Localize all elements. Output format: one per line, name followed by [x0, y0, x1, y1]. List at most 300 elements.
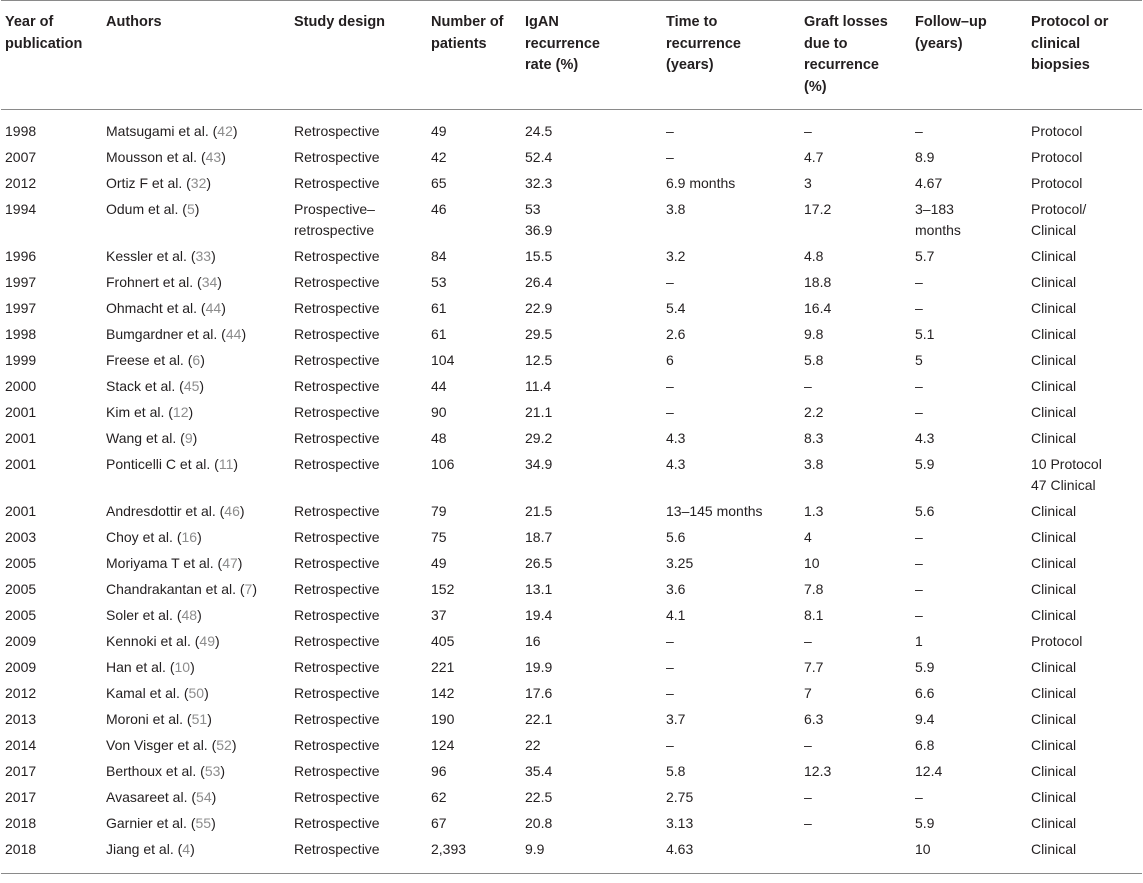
- recurrence-rate-cell: 35.4: [525, 763, 553, 779]
- table-row: [1, 550, 1142, 576]
- reference-link[interactable]: 49: [199, 633, 215, 649]
- author-cell: Chandrakantan et al. (7): [106, 581, 258, 597]
- study-design-cell: Retrospective: [294, 430, 380, 446]
- biopsy-type-cell: Clinical: [1031, 737, 1077, 753]
- time-to-recurrence-cell: –: [666, 659, 674, 675]
- biopsy-type-cell: Clinical: [1031, 503, 1077, 519]
- year-cell: 2018: [5, 841, 37, 857]
- graft-losses-cell: 3: [804, 175, 812, 191]
- year-cell: 2013: [5, 711, 37, 727]
- graft-losses-cell: 12.3: [804, 763, 832, 779]
- reference-link[interactable]: 55: [195, 815, 212, 831]
- study-design-cell: Retrospective: [294, 300, 380, 316]
- recurrence-rate-cell: 52.4: [525, 149, 553, 165]
- table-row: [1, 295, 1142, 321]
- author-name: Mousson et al.: [106, 149, 198, 165]
- author-cell: Choy et al. (16): [106, 529, 202, 545]
- year-cell: 1999: [5, 352, 37, 368]
- author-cell: Ortiz F et al. (32): [106, 175, 212, 191]
- follow-up-cell: 12.4: [915, 763, 943, 779]
- biopsy-type-cell: Clinical: [1031, 555, 1077, 571]
- table-row: [1, 524, 1142, 550]
- recurrence-rate-cell: 12.5: [525, 352, 553, 368]
- author-cell: Ponticelli C et al. (11): [106, 456, 239, 472]
- follow-up-cell: –: [915, 404, 923, 420]
- recurrence-rate-cell: 53 36.9: [525, 201, 553, 238]
- biopsy-type-cell: Protocol: [1031, 175, 1083, 191]
- year-cell: 2009: [5, 659, 37, 675]
- follow-up-cell: 3–183 months: [915, 201, 961, 238]
- patients-cell: 75: [431, 529, 447, 545]
- author-cell: Von Visger et al. (52): [106, 737, 237, 753]
- study-design-cell: Retrospective: [294, 815, 380, 831]
- time-to-recurrence-cell: 4.3: [666, 456, 686, 472]
- study-design-cell: Retrospective: [294, 685, 380, 701]
- author-cell: Garnier et al. (55): [106, 815, 216, 831]
- graft-losses-cell: 16.4: [804, 300, 832, 316]
- table-row: [1, 373, 1142, 399]
- graft-losses-cell: 4.8: [804, 248, 824, 264]
- recurrence-rate-cell: 13.1: [525, 581, 553, 597]
- table-header: [1, 1, 1142, 110]
- time-to-recurrence-cell: 5.4: [666, 300, 686, 316]
- patients-cell: 90: [431, 404, 447, 420]
- graft-losses-cell: 10: [804, 555, 820, 571]
- study-design-cell: Retrospective: [294, 789, 380, 805]
- biopsy-type-cell: Protocol/ Clinical: [1031, 201, 1087, 238]
- patients-cell: 61: [431, 300, 447, 316]
- author-cell: Kessler et al. (33): [106, 248, 216, 264]
- recurrence-rate-header: IgAN recurrence rate (%): [525, 14, 600, 73]
- recurrence-rate-cell: 19.4: [525, 607, 553, 623]
- follow-up-cell: 8.9: [915, 149, 935, 165]
- patients-cell: 46: [431, 201, 447, 217]
- study-design-cell: Retrospective: [294, 529, 380, 545]
- graft-losses-cell: 18.8: [804, 274, 832, 290]
- reference-link[interactable]: 16: [181, 529, 198, 545]
- time-to-recurrence-cell: –: [666, 149, 674, 165]
- biopsy-type-cell: Clinical: [1031, 763, 1077, 779]
- biopsy-type-cell: 10 Protocol 47 Clinical: [1031, 456, 1102, 493]
- follow-up-cell: 4.3: [915, 430, 935, 446]
- patients-cell: 84: [431, 248, 447, 264]
- recurrence-rate-cell: 29.5: [525, 326, 553, 342]
- graft-losses-cell: –: [804, 789, 812, 805]
- time-to-recurrence-cell: –: [666, 404, 674, 420]
- follow-up-cell: 5.1: [915, 326, 935, 342]
- patients-cell: 37: [431, 607, 447, 623]
- author-cell: Odum et al. (5): [106, 201, 200, 217]
- table-row: [1, 399, 1142, 425]
- biopsy-type-cell: Clinical: [1031, 352, 1077, 368]
- table-row: [1, 269, 1142, 295]
- time-to-recurrence-cell: –: [666, 378, 674, 394]
- study-design-cell: Retrospective: [294, 175, 380, 191]
- reference-link[interactable]: 9: [184, 430, 193, 446]
- patients-cell: 67: [431, 815, 447, 831]
- author-cell: Jiang et al. (4): [106, 841, 195, 857]
- table-row: [1, 196, 1142, 243]
- recurrence-rate-cell: 26.5: [525, 555, 553, 571]
- author-name: Soler et al.: [106, 607, 173, 623]
- time-to-recurrence-cell: 3.13: [666, 815, 694, 831]
- recurrence-rate-cell: 11.4: [525, 378, 552, 394]
- biopsy-type-cell: Clinical: [1031, 248, 1077, 264]
- igan-recurrence-table: [1, 0, 1142, 874]
- biopsy-type-cell: Clinical: [1031, 300, 1077, 316]
- reference-link[interactable]: 44: [205, 300, 222, 316]
- year-cell: 1996: [5, 248, 37, 264]
- table-row: [1, 243, 1142, 269]
- study-design-cell: Retrospective: [294, 841, 380, 857]
- time-to-recurrence-cell: 5.6: [666, 529, 686, 545]
- time-to-recurrence-cell: 3.6: [666, 581, 686, 597]
- author-name: Kennoki et al.: [106, 633, 191, 649]
- year-cell: 1997: [5, 274, 37, 290]
- table-row: [1, 144, 1142, 170]
- author-cell: Andresdottir et al. (46): [106, 503, 245, 519]
- study-design-cell: Retrospective: [294, 456, 380, 472]
- time-to-recurrence-cell: 6.9 months: [666, 175, 736, 191]
- year-cell: 2017: [5, 763, 37, 779]
- patients-cell: 152: [431, 581, 455, 597]
- graft-losses-cell: 5.8: [804, 352, 824, 368]
- time-to-recurrence-cell: –: [666, 737, 674, 753]
- year-cell: 2003: [5, 529, 37, 545]
- time-to-recurrence-cell: 13–145 months: [666, 503, 763, 519]
- table-row: [1, 425, 1142, 451]
- follow-up-cell: 5.9: [915, 815, 935, 831]
- author-cell: Wang et al. (9): [106, 430, 198, 446]
- follow-up-cell: 9.4: [915, 711, 935, 727]
- patients-cell: 79: [431, 503, 447, 519]
- biopsy-type-cell: Clinical: [1031, 659, 1077, 675]
- patients-cell: 405: [431, 633, 455, 649]
- author-cell: Matsugami et al. (42): [106, 123, 238, 139]
- recurrence-rate-cell: 22.5: [525, 789, 553, 805]
- author-name: Berthoux et al.: [106, 763, 197, 779]
- patients-cell: 53: [431, 274, 447, 290]
- patients-cell: 104: [431, 352, 455, 368]
- year-cell: 2012: [5, 685, 37, 701]
- time-to-recurrence-cell: –: [666, 123, 674, 139]
- year-cell: 2005: [5, 555, 37, 571]
- patients-cell: 61: [431, 326, 447, 342]
- reference-link[interactable]: 47: [222, 555, 238, 571]
- study-design-cell: Retrospective: [294, 633, 380, 649]
- follow-up-cell: –: [915, 274, 923, 290]
- time-to-recurrence-cell: 3.25: [666, 555, 694, 571]
- biopsy-type-header: Protocol or clinical biopsies: [1031, 14, 1109, 73]
- table-row: [1, 758, 1142, 784]
- biopsy-type-cell: Clinical: [1031, 789, 1077, 805]
- follow-up-cell: –: [915, 123, 923, 139]
- graft-losses-cell: 7.7: [804, 659, 824, 675]
- author-name: Matsugami et al.: [106, 123, 209, 139]
- year-cell: 2005: [5, 581, 37, 597]
- follow-up-cell: 5.7: [915, 248, 935, 264]
- author-cell: Kim et al. (12): [106, 404, 194, 420]
- reference-link[interactable]: 46: [224, 503, 240, 519]
- recurrence-rate-cell: 17.6: [525, 685, 553, 701]
- table-row: [1, 784, 1142, 810]
- author-name: Ortiz F et al.: [106, 175, 183, 191]
- biopsy-type-cell: Clinical: [1031, 378, 1077, 394]
- table-row: [1, 628, 1142, 654]
- year-cell: 2001: [5, 404, 37, 420]
- graft-losses-cell: –: [804, 123, 812, 139]
- patients-header: Number of patients: [431, 14, 504, 52]
- follow-up-cell: –: [915, 555, 923, 571]
- recurrence-rate-cell: 22.1: [525, 711, 553, 727]
- year-cell: 2012: [5, 175, 37, 191]
- reference-link[interactable]: 12: [172, 404, 189, 420]
- biopsy-type-cell: Clinical: [1031, 815, 1077, 831]
- year-cell: 1997: [5, 300, 37, 316]
- reference-link[interactable]: 52: [216, 737, 232, 753]
- recurrence-rate-cell: 9.9: [525, 841, 545, 857]
- author-name: Kessler et al.: [106, 248, 187, 264]
- biopsy-type-cell: Clinical: [1031, 607, 1077, 623]
- year-cell: 1994: [5, 201, 37, 217]
- patients-cell: 65: [431, 175, 447, 191]
- patients-cell: 124: [431, 737, 455, 753]
- author-name: Bumgardner et al.: [106, 326, 218, 342]
- author-name: Garnier et al.: [106, 815, 187, 831]
- study-design-cell: Retrospective: [294, 503, 380, 519]
- time-to-recurrence-cell: 4.1: [666, 607, 686, 623]
- reference-link[interactable]: 6: [192, 352, 201, 368]
- biopsy-type-cell: Clinical: [1031, 841, 1077, 857]
- author-cell: Ohmacht et al. (44): [106, 300, 226, 316]
- author-cell: Soler et al. (48): [106, 607, 202, 623]
- year-cell: 2009: [5, 633, 37, 649]
- table-row: [1, 347, 1142, 373]
- patients-cell: 48: [431, 430, 447, 446]
- table-row: [1, 498, 1142, 524]
- reference-link[interactable]: 7: [244, 581, 253, 597]
- follow-up-cell: 4.67: [915, 175, 943, 191]
- reference-link[interactable]: 53: [204, 763, 221, 779]
- year-cell: 2014: [5, 737, 37, 753]
- graft-losses-cell: –: [804, 633, 812, 649]
- follow-up-cell: –: [915, 300, 923, 316]
- reference-link[interactable]: 50: [188, 685, 205, 701]
- author-cell: Bumgardner et al. (44): [106, 326, 247, 342]
- reference-link[interactable]: 42: [217, 123, 233, 139]
- follow-up-cell: –: [915, 607, 923, 623]
- author-name: Odum et al.: [106, 201, 179, 217]
- author-name: Wang et al.: [106, 430, 177, 446]
- reference-link[interactable]: 48: [181, 607, 198, 623]
- table-row: [1, 680, 1142, 706]
- table-row: [1, 321, 1142, 347]
- graft-losses-cell: 6.3: [804, 711, 824, 727]
- time-to-recurrence-cell: 4.63: [666, 841, 694, 857]
- study-design-cell: Retrospective: [294, 149, 380, 165]
- follow-up-cell: 10: [915, 841, 931, 857]
- time-to-recurrence-header: Time to recurrence (years): [666, 14, 741, 73]
- patients-cell: 96: [431, 763, 447, 779]
- graft-losses-cell: 8.3: [804, 430, 824, 446]
- reference-link[interactable]: 33: [195, 248, 212, 264]
- reference-link[interactable]: 51: [191, 711, 208, 727]
- table-row: [1, 810, 1142, 836]
- table-row: [1, 451, 1142, 498]
- time-to-recurrence-cell: 3.8: [666, 201, 686, 217]
- study-design-cell: Retrospective: [294, 404, 380, 420]
- study-design-cell: Retrospective: [294, 555, 380, 571]
- author-cell: Frohnert et al. (34): [106, 274, 222, 290]
- year-header: Year of publication: [5, 14, 83, 52]
- biopsy-type-cell: Clinical: [1031, 581, 1077, 597]
- time-to-recurrence-cell: 3.2: [666, 248, 686, 264]
- study-design-cell: Retrospective: [294, 274, 380, 290]
- study-design-cell: Retrospective: [294, 123, 380, 139]
- time-to-recurrence-cell: 5.8: [666, 763, 686, 779]
- graft-losses-cell: 17.2: [804, 201, 832, 217]
- header-row: [1, 1, 1142, 110]
- graft-losses-cell: 1.3: [804, 503, 824, 519]
- reference-link[interactable]: 10: [174, 659, 191, 675]
- time-to-recurrence-cell: 6: [666, 352, 674, 368]
- patients-cell: 2,393: [431, 841, 467, 857]
- biopsy-type-cell: Clinical: [1031, 404, 1077, 420]
- time-to-recurrence-cell: –: [666, 685, 674, 701]
- author-name: Jiang et al.: [106, 841, 174, 857]
- authors-header: Authors: [106, 14, 162, 30]
- study-design-cell: Retrospective: [294, 659, 380, 675]
- patients-cell: 221: [431, 659, 455, 675]
- graft-losses-cell: 7: [804, 685, 812, 701]
- reference-link[interactable]: 45: [183, 378, 200, 394]
- author-cell: Moriyama T et al. (47): [106, 555, 243, 571]
- graft-losses-cell: –: [804, 737, 812, 753]
- author-name: Han et al.: [106, 659, 166, 675]
- biopsy-type-cell: Clinical: [1031, 430, 1077, 446]
- year-cell: 2001: [5, 430, 37, 446]
- reference-link[interactable]: 5: [186, 201, 195, 217]
- graft-losses-cell: 4.7: [804, 149, 824, 165]
- author-name: Moriyama T et al.: [106, 555, 214, 571]
- recurrence-rate-cell: 15.5: [525, 248, 553, 264]
- author-name: Moroni et al.: [106, 711, 184, 727]
- recurrence-rate-cell: 21.1: [525, 404, 553, 420]
- author-name: Frohnert et al.: [106, 274, 194, 290]
- table-row: [1, 110, 1142, 145]
- year-cell: 2017: [5, 789, 37, 805]
- recurrence-rate-cell: 29.2: [525, 430, 553, 446]
- reference-link[interactable]: 43: [205, 149, 222, 165]
- follow-up-cell: 5: [915, 352, 923, 368]
- study-design-header: Study design: [294, 14, 386, 30]
- author-name: Ohmacht et al.: [106, 300, 198, 316]
- author-cell: Kamal et al. (50): [106, 685, 209, 701]
- author-cell: Freese et al. (6): [106, 352, 205, 368]
- table-row: [1, 732, 1142, 758]
- year-cell: 2005: [5, 607, 37, 623]
- biopsy-type-cell: Clinical: [1031, 685, 1077, 701]
- author-name: Stack et al.: [106, 378, 176, 394]
- follow-up-cell: 5.9: [915, 659, 935, 675]
- recurrence-rate-cell: 19.9: [525, 659, 553, 675]
- year-cell: 2007: [5, 149, 37, 165]
- follow-up-cell: 6.6: [915, 685, 935, 701]
- follow-up-cell: 5.9: [915, 456, 935, 472]
- author-cell: Kennoki et al. (49): [106, 633, 220, 649]
- follow-up-cell: 6.8: [915, 737, 935, 753]
- recurrence-rate-cell: 22.9: [525, 300, 553, 316]
- study-design-cell: Retrospective: [294, 737, 380, 753]
- reference-link[interactable]: 54: [196, 789, 212, 805]
- patients-cell: 106: [431, 456, 455, 472]
- reference-link[interactable]: 32: [190, 175, 207, 191]
- patients-cell: 44: [431, 378, 447, 394]
- author-cell: Stack et al. (45): [106, 378, 205, 394]
- author-name: Andresdottir et al.: [106, 503, 216, 519]
- recurrence-rate-cell: 32.3: [525, 175, 553, 191]
- year-cell: 2001: [5, 503, 37, 519]
- graft-losses-cell: 2.2: [804, 404, 824, 420]
- patients-cell: 49: [431, 123, 447, 139]
- biopsy-type-cell: Protocol: [1031, 149, 1083, 165]
- follow-up-cell: –: [915, 529, 923, 545]
- year-cell: 2001: [5, 456, 37, 472]
- study-design-cell: Retrospective: [294, 607, 380, 623]
- author-name: Von Visger et al.: [106, 737, 208, 753]
- follow-up-cell: 1: [915, 633, 923, 649]
- author-name: Chandrakantan et al.: [106, 581, 236, 597]
- time-to-recurrence-cell: 3.7: [666, 711, 686, 727]
- biopsy-type-cell: Clinical: [1031, 326, 1077, 342]
- graft-losses-cell: 3.8: [804, 456, 824, 472]
- table-row: [1, 706, 1142, 732]
- table-row: [1, 654, 1142, 680]
- study-design-cell: Retrospective: [294, 763, 380, 779]
- author-name: Kim et al.: [106, 404, 165, 420]
- patients-cell: 190: [431, 711, 455, 727]
- study-design-cell: Retrospective: [294, 711, 380, 727]
- reference-link[interactable]: 34: [201, 274, 218, 290]
- table-body: [1, 110, 1142, 874]
- graft-losses-cell: 9.8: [804, 326, 824, 342]
- recurrence-rate-cell: 20.8: [525, 815, 553, 831]
- reference-link[interactable]: 4: [182, 841, 191, 857]
- time-to-recurrence-cell: 4.3: [666, 430, 686, 446]
- time-to-recurrence-cell: 2.75: [666, 789, 694, 805]
- graft-losses-cell: [800, 836, 911, 874]
- time-to-recurrence-cell: –: [666, 633, 674, 649]
- patients-cell: 62: [431, 789, 447, 805]
- study-design-cell: Retrospective: [294, 352, 380, 368]
- graft-losses-cell: –: [804, 815, 812, 831]
- year-cell: 2000: [5, 378, 37, 394]
- author-name: Freese et al.: [106, 352, 184, 368]
- author-name: Choy et al.: [106, 529, 173, 545]
- year-cell: 1998: [5, 326, 37, 342]
- graft-losses-cell: 8.1: [804, 607, 824, 623]
- biopsy-type-cell: Clinical: [1031, 529, 1077, 545]
- reference-link[interactable]: 11: [218, 456, 234, 472]
- recurrence-rate-cell: 22: [525, 737, 541, 753]
- graft-losses-cell: 7.8: [804, 581, 824, 597]
- study-design-cell: Retrospective: [294, 248, 380, 264]
- recurrence-rate-cell: 21.5: [525, 503, 553, 519]
- author-cell: Han et al. (10): [106, 659, 195, 675]
- study-design-cell: Prospective– retrospective: [294, 201, 375, 238]
- biopsy-type-cell: Clinical: [1031, 711, 1077, 727]
- reference-link[interactable]: 44: [225, 326, 242, 342]
